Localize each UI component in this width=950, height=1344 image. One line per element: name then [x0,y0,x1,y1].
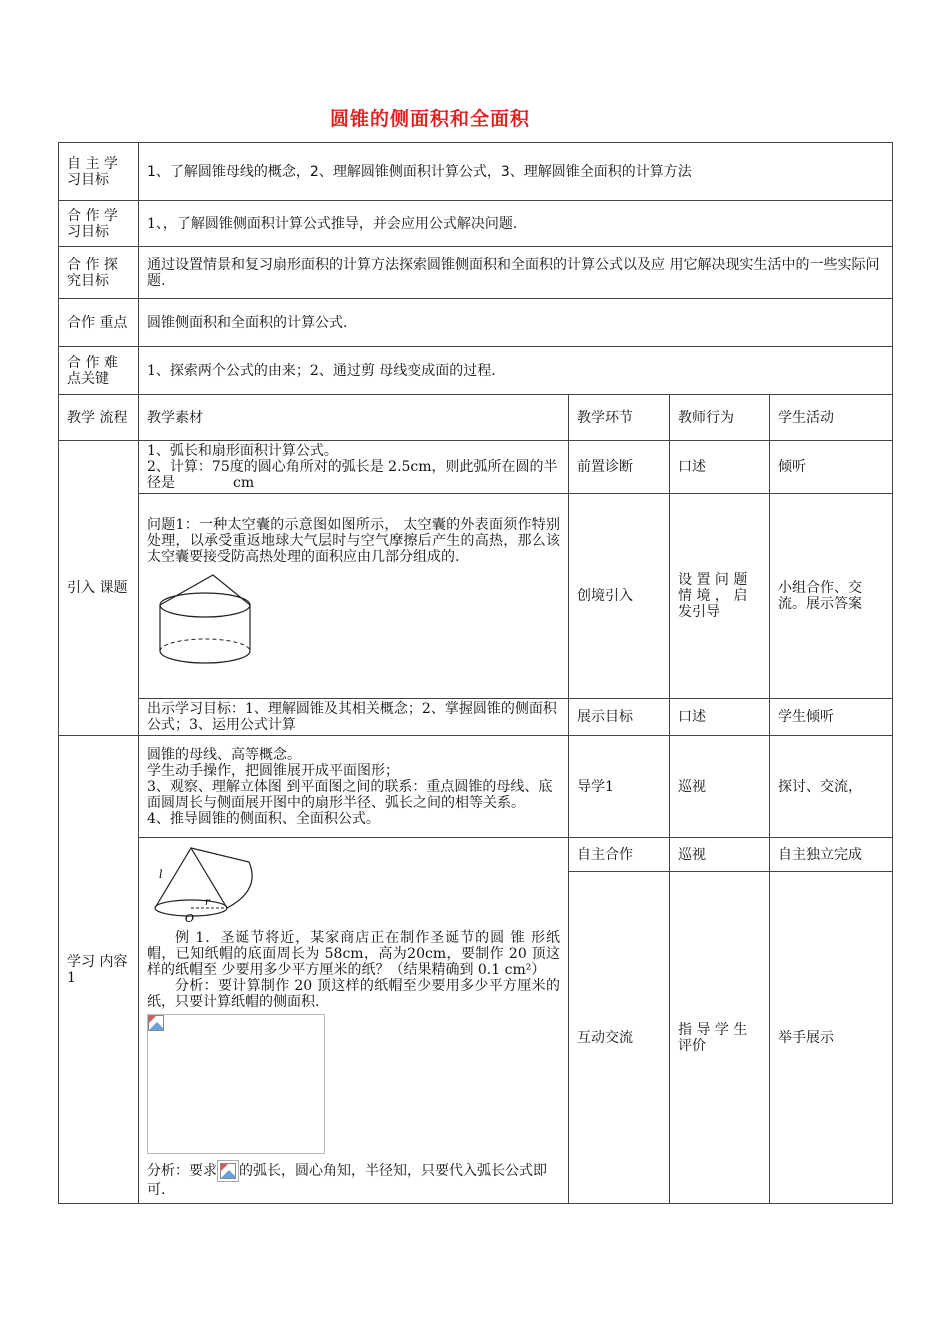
row-focus [59,299,893,347]
intro-line-2 [147,459,560,491]
space-capsule-figure [155,571,265,671]
label-intro: 引入 课题 [59,441,139,736]
intro-stage-3: 展示目标 [569,699,670,736]
row-intro-2 [59,494,893,699]
row-header [59,395,893,441]
radius-label: r [205,896,210,908]
slant-label: l [159,867,163,881]
study-material-1 [139,736,569,838]
intro-material-3: 出示学习目标：1、理解圆锥及其相关概念；2、掌握圆锥的侧面积公式；3、运用公式计算 [139,699,569,736]
study-student-1: 探讨、交流， [770,736,893,838]
intro-teacher-3: 口述 [670,699,770,736]
study-student-3: 举手展示 [770,872,893,1204]
capsule-cone-base [160,593,250,617]
broken-image [147,1014,325,1154]
capsule-hidden-base [160,639,250,651]
page-title: 圆锥的侧面积和全面积 [329,108,530,130]
intro-student-3: 学生倾听 [770,699,893,736]
row-difficulty [59,347,893,395]
intro-line-2a: 2、计算：75度的圆心角所对的弧长是 2.5cm，则此弧所在圆的半径是 [147,459,558,491]
content-self-goal: 1、了解圆锥母线的概念，2、理解圆锥侧面积计算公式，3、理解圆锥全面积的计算方法 [139,143,893,201]
label-difficulty: 合 作 难 点关键 [59,347,139,395]
row-study-1 [59,736,893,838]
content-difficulty: 1、探索两个公式的由来；2、通过剪 母线变成面的过程. [139,347,893,395]
intro-teacher-2: 设 置 问 题 情 境 ， 启 发引导 [670,494,770,699]
lesson-plan-table [58,142,893,1204]
broken-image-icon [148,1015,164,1031]
label-explore-goal: 合 作 探 究目标 [59,247,139,299]
row-intro-3 [59,699,893,736]
space-capsule-problem: 问题1：一种太空囊的示意图如图所示， 太空囊的外表面须作特别处理，以承受重返地球大气层时与空气摩擦后产生的高热，那么该太空囊要接受防高热处理的面积应由几部分组成的. [147,517,560,565]
study-teacher-1: 巡视 [670,736,770,838]
capsule-cone [160,575,250,605]
label-focus: 合作 重点 [59,299,139,347]
study-material-2 [139,838,569,1204]
study-student-2: 自主独立完成 [770,838,893,872]
cone-net-figure [149,846,259,924]
label-self-goal: 自 主 学 习目标 [59,143,139,201]
intro-material-1 [139,441,569,494]
analysis-1: 分析：要计算制作 20 顶这样的纸帽至少要用多少平方厘米的纸，只要计算纸帽的侧面积. [147,977,560,1010]
analysis-2 [147,1160,560,1198]
label-coop-goal: 合 作 学 习目标 [59,201,139,247]
header-teacher: 教师行为 [670,395,770,441]
study-line-3: 3、观察、理解立体图 到平面图之间的联系：重点圆锥的母线、底面圆周长与侧面展开图中的扇形半径、弧长之间的相等关系。 [147,778,553,811]
row-self-goal [59,143,893,201]
center-label: O [185,911,195,924]
inline-image-icon [217,1160,239,1182]
study-stage-3: 互动交流 [569,872,670,1204]
analysis-2a: 分析：要求 [147,1162,217,1179]
header-stage: 教学环节 [569,395,670,441]
header-student: 学生活动 [770,395,893,441]
study-line-1: 圆锥的母线、高等概念。 [147,746,301,763]
study-line-4: 4、推导圆锥的侧面积、全面积公式。 [147,810,380,827]
row-intro-1 [59,441,893,494]
content-focus: 圆锥侧面积和全面积的计算公式. [139,299,893,347]
header-material: 教学素材 [139,395,569,441]
content-explore-goal: 通过设置情景和复习扇形面积的计算方法探索圆锥侧面积和全面积的计算公式以及应 用它解决现实生活中的一些实际问题. [139,247,893,299]
intro-stage-2: 创境引入 [569,494,670,699]
content-coop-goal: 1、，了解圆锥侧面积计算公式推导，并会应用公式解决问题. [139,201,893,247]
study-teacher-2: 巡视 [670,838,770,872]
study-line-2: 学生动手操作，把圆锥展开成平面图形； [147,762,399,779]
study-stage-2: 自主合作 [569,838,670,872]
row-study-2 [59,838,893,872]
study-teacher-3: 指 导 学 生 评价 [670,872,770,1204]
intro-student-2: 小组合作、交流。展示答案 [770,494,893,699]
intro-teacher-1: 口述 [670,441,770,494]
label-study: 学习 内容1 [59,736,139,1204]
header-flow: 教学 流程 [59,395,139,441]
example-1: 例 1．圣诞节将近，某家商店正在制作圣诞节的圆 锥 形纸帽，已知纸帽的底面周长为 58cm，高为20cm，要制作 20 顶这样的纸帽至 少要用多少平方厘米的纸？（结果精确到 0.1 cm²） [147,929,560,978]
intro-line-1: 1、弧长和扇形面积计算公式。 [147,443,338,459]
study-stage-1: 导学1 [569,736,670,838]
row-coop-goal [59,201,893,247]
analysis-2b: 的弧长，圆心角知，半径知，只要代入弧长公式即可. [147,1162,547,1198]
intro-material-2 [139,494,569,699]
intro-line-2b: cm [233,475,255,491]
intro-student-1: 倾听 [770,441,893,494]
cone-side [155,848,227,908]
row-explore-goal [59,247,893,299]
intro-stage-1: 前置诊断 [569,441,670,494]
